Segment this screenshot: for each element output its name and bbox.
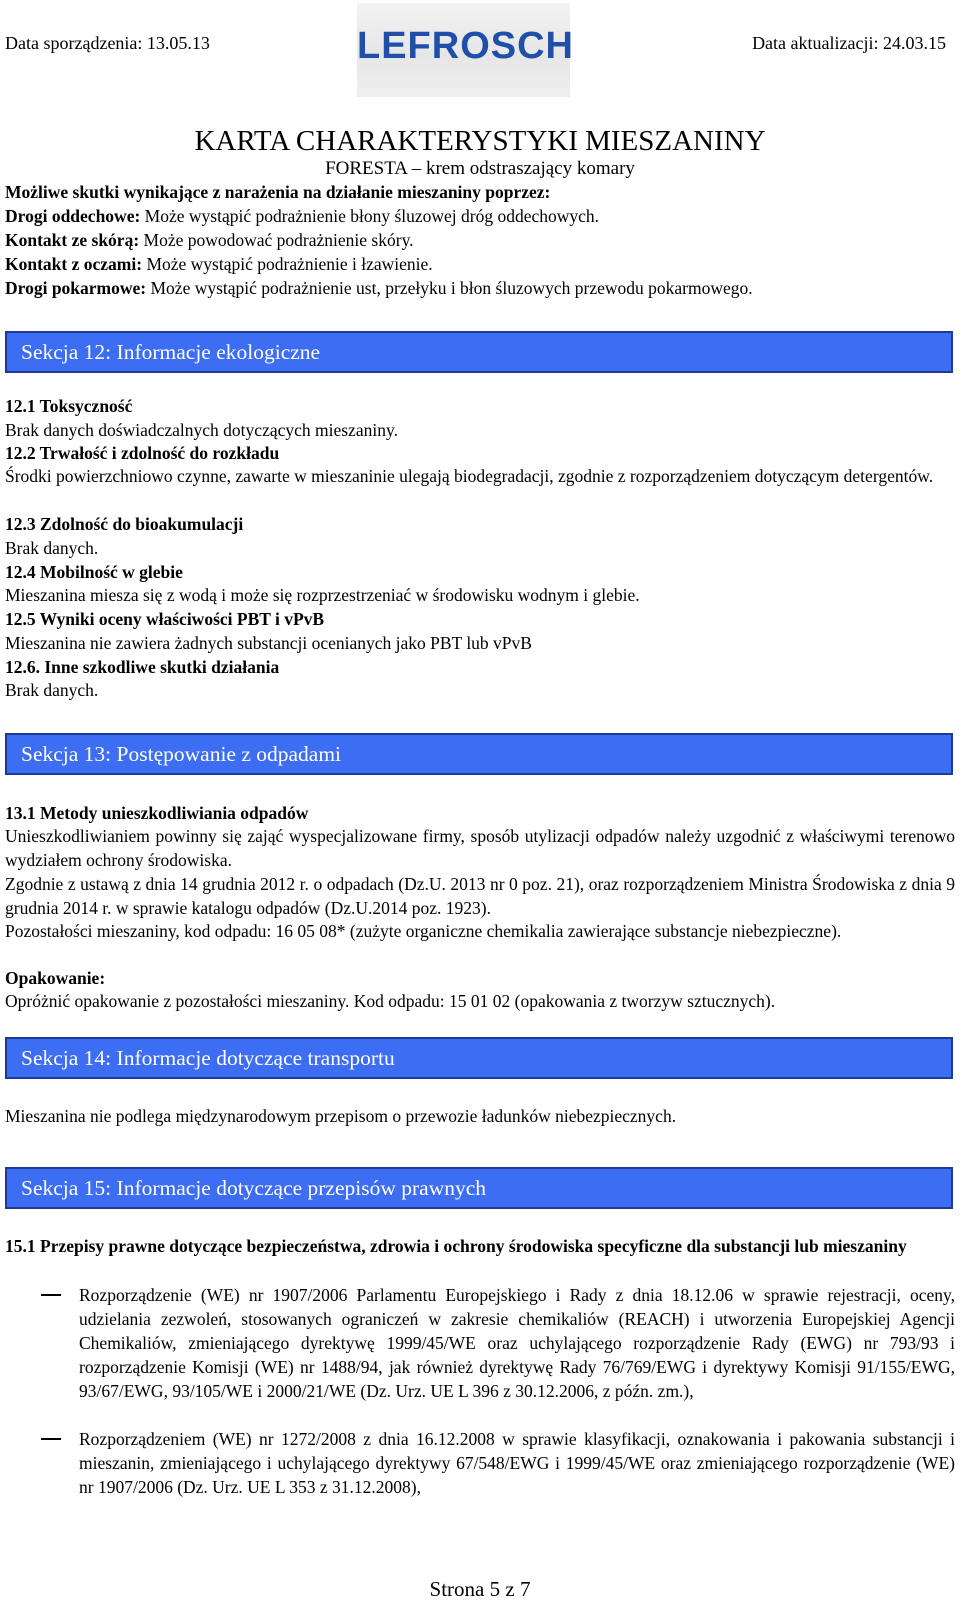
s12-4-heading: 12.4 Mobilność w glebie — [5, 562, 183, 582]
section-14-header: Sekcja 14: Informacje dotyczące transportu — [5, 1037, 953, 1079]
effect-respiratory — [5, 205, 599, 227]
packaging-text: Opróżnić opakowanie z pozostałości mieszaniny. Kod odpadu: 15 01 02 (opakowania z tworzyw sztucznych). — [5, 991, 776, 1011]
list-item-text: Rozporządzeniem (WE) nr 1272/2008 z dnia 16.12.2008 w sprawie klasyfikacji, oznakowania i pakowania substancji i mieszanin, zmieniającego i uchylającego dyrektywy 67/548/EWG i 1999/45/WE oraz zmieniającego rozporządzenie (WE) nr 1907/2006 (Dz. Urz. UE L 353 z 31.12.2008), — [79, 1429, 955, 1497]
page-number: Strona 5 z 7 — [429, 1577, 531, 1601]
s12-5-text: Mieszanina nie zawiera żadnych substancji ocenianych jako PBT lub vPvB — [5, 633, 532, 653]
effects-heading: Możliwe skutki wynikające z narażenia na działanie mieszaniny poprzez: — [5, 182, 551, 202]
s12-3-text: Brak danych. — [5, 538, 99, 558]
s14-text: Mieszanina nie podlega międzynarodowym przepisom o przewozie ładunków niebezpiecznych. — [5, 1106, 677, 1126]
document-title: KARTA CHARAKTERYSTYKI MIESZANINY — [194, 125, 766, 157]
s12-6-text: Brak danych. — [5, 680, 99, 700]
packaging-label: Opakowanie: — [5, 968, 106, 988]
effect-label: Drogi pokarmowe: — [5, 278, 147, 298]
section-13-header: Sekcja 13: Postępowanie z odpadami — [5, 733, 953, 775]
effect-text: Może wystąpić podrażnienie i łzawienie. — [142, 254, 433, 274]
logo-text: LEFROSCH — [357, 25, 574, 67]
s13-1-heading: 13.1 Metody unieszkodliwiania odpadów — [5, 803, 309, 823]
date-created: Data sporządzenia: 13.05.13 — [5, 33, 210, 53]
company-logo — [357, 3, 574, 97]
s12-1-text: Brak danych doświadczalnych dotyczących mieszaniny. — [5, 420, 398, 440]
section-15-header: Sekcja 15: Informacje dotyczące przepisów prawnych — [5, 1167, 953, 1209]
s13-waste-code-text: Pozostałości mieszaniny, kod odpadu: 16 05 08* (zużyte organiczne chemikalia zawierające substancje niebezpieczne). — [5, 921, 842, 941]
document-subtitle: FORESTA – krem odstraszający komary — [325, 158, 635, 179]
effect-label: Drogi oddechowe: — [5, 206, 141, 226]
s12-5-heading: 12.5 Wyniki oceny właściwości PBT i vPvB — [5, 609, 325, 629]
s13-legal-text: Zgodnie z ustawą z dnia 14 grudnia 2012 r. o odpadach (Dz.U. 2013 nr 0 poz. 21), oraz rozporządzeniem Ministra Środowiska z dnia 9 grudnia 2014 r. w sprawie katalogu odpadów (Dz.U.2014 poz. 1923). — [5, 874, 955, 918]
s12-6-heading: 12.6. Inne szkodliwe skutki działania — [5, 657, 280, 677]
dash-icon — [41, 1294, 61, 1296]
list-item-text: Rozporządzenie (WE) nr 1907/2006 Parlamentu Europejskiego i Rady z dnia 18.12.06 w sprawie rejestracji, oceny, udzielania zezwoleń, stosowanych ograniczeń w zakresie chemikaliów (REACH) i utworzenia Europejskiej Agencji Chemikaliów, zmieniającego dyrektywę 1999/45/WE oraz uchylającego rozporządzenie Rady (EWG) nr 793/93 i rozporządzenie Komisji (WE) nr 1488/94, jak również dyrektywę Rady 76/769/EWG i dyrektywy Komisji 91/155/EWG, 93/67/EWG, 93/105/WE i 2000/21/WE (Dz. Urz. UE L 396 z 30.12.2006, z późn. zm.), — [79, 1285, 955, 1401]
effect-text: Może wystąpić podrażnienie ust, przełyku i błon śluzowych przewodu pokarmowego. — [146, 278, 753, 298]
effect-text: Może wystąpić podrażnienie błony śluzowej dróg oddechowych. — [140, 206, 600, 226]
date-updated: Data aktualizacji: 24.03.15 — [752, 33, 946, 53]
s12-1-heading: 12.1 Toksyczność — [5, 396, 133, 416]
effect-skin — [5, 229, 414, 251]
effect-eyes — [5, 253, 433, 275]
effect-text: Może powodować podrażnienie skóry. — [139, 230, 414, 250]
s13-1-text: Unieszkodliwianiem powinny się zająć wyspecjalizowane firmy, sposób utylizacji odpadów należy uzgodnić z właściwymi terenowo wydziałem ochrony środowiska. — [5, 826, 955, 870]
section-12-header: Sekcja 12: Informacje ekologiczne — [5, 331, 953, 373]
effect-label: Kontakt ze skórą: — [5, 230, 140, 250]
s12-2-heading: 12.2 Trwałość i zdolność do rozkładu — [5, 443, 280, 463]
effect-label: Kontakt z oczami: — [5, 254, 143, 274]
s15-1-heading: 15.1 Przepisy prawne dotyczące bezpieczeństwa, zdrowia i ochrony środowiska specyficzne dla substancji lub mieszaniny — [5, 1236, 907, 1256]
effect-ingestion — [5, 277, 753, 299]
dash-icon — [41, 1438, 61, 1440]
s12-2-text: Środki powierzchniowo czynne, zawarte w mieszaninie ulegają biodegradacji, zgodnie z rozporządzeniem dotyczącym detergentów. — [5, 466, 934, 486]
s12-3-heading: 12.3 Zdolność do bioakumulacji — [5, 514, 244, 534]
s12-4-text: Mieszanina miesza się z wodą i może się rozprzestrzeniać w środowisku wodnym i glebie. — [5, 585, 640, 605]
